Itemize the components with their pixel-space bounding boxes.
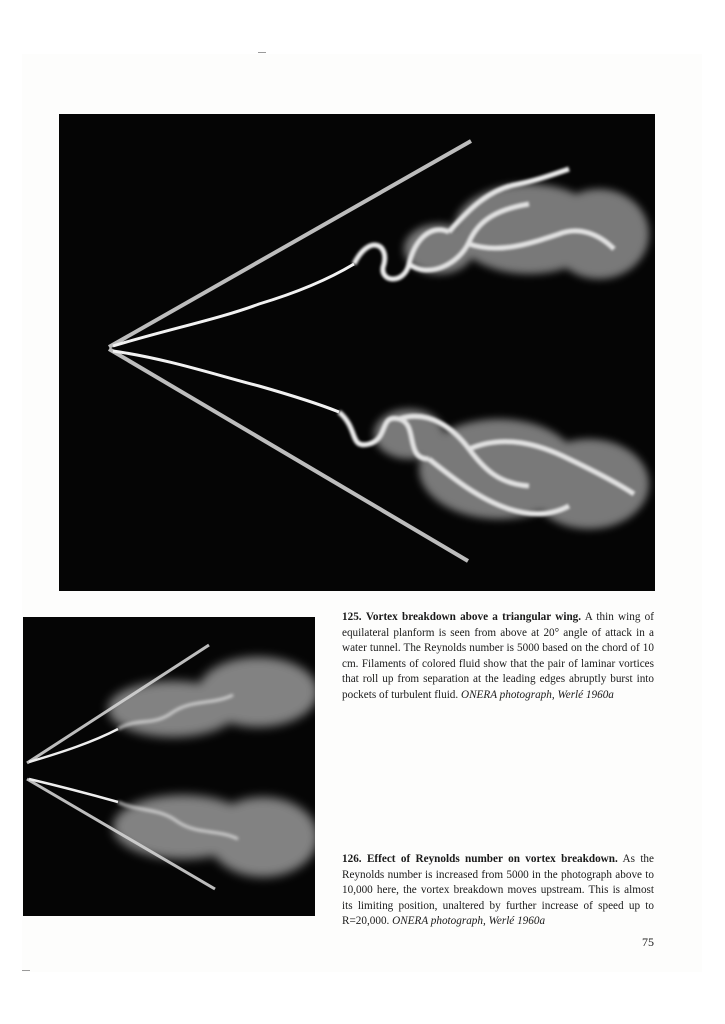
figure-126-credit: ONERA photograph, Werlé 1960a [392, 915, 546, 928]
figure-125-image [59, 114, 655, 591]
figure-125-title: Vortex breakdown above a triangular wing. [365, 611, 582, 623]
figure-125-photo [59, 114, 655, 591]
figure-126-image [23, 617, 315, 916]
figure-126-photo [23, 617, 315, 916]
figure-125-body: A thin wing of equilateral planform is seen from above at 20° angle of attack in a water tunnel. The Reynolds number is 5000 based on the chord of 10 cm. Filaments of colored fluid show that the pair of laminar vortices that roll up from separation at the leading edges abruptly burst into pockets of turbulent fluid. [342, 611, 654, 701]
figure-125-number: 125. [342, 611, 362, 623]
figure-126-title: Effect of Reynolds number on vortex breakdown. [366, 853, 618, 865]
figure-126-number: 126. [342, 853, 362, 865]
figure-126-caption [342, 852, 654, 930]
page-number: 75 [642, 935, 654, 949]
figure-126-body: As the Reynolds number is increased from 5000 in the photograph above to 10,000 here, the vortex breakdown moves upstream. This is almost its limiting position, unaltered by further increase of speed up to R=20,000. [342, 853, 654, 928]
figure-125-caption [342, 610, 654, 704]
figure-125-credit: ONERA photograph, Werlé 1960a [461, 688, 614, 701]
scan-mark [258, 52, 266, 53]
scan-mark [22, 970, 30, 971]
